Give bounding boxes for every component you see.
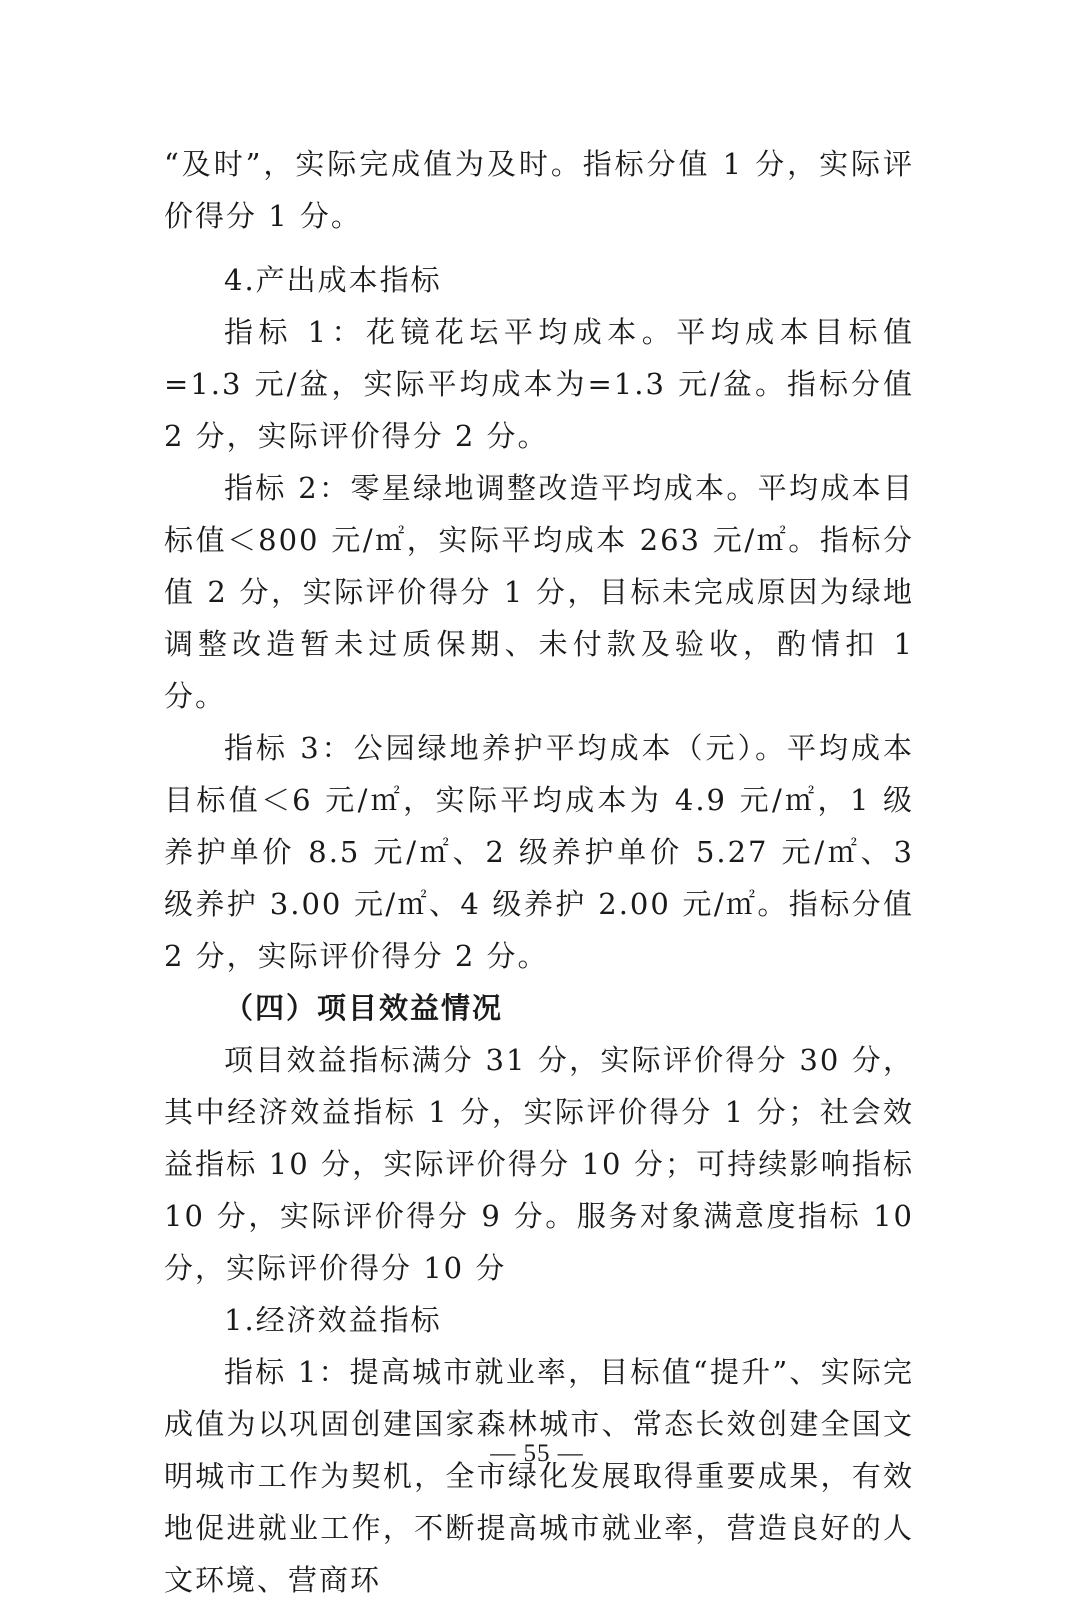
paragraph-indicator-3: 指标 3：公园绿地养护平均成本（元）。平均成本目标值＜6 元/㎡，实际平均成本为 4.9 元/㎡，1 级养护单价 8.5 元/㎡、2 级养护单价 5.27 元/㎡、3 级养护 3.00 元/㎡、4 级养护 2.00 元/㎡。指标分值 2 分，实际评价得分 2 分。 <box>164 731 914 973</box>
paragraph-indicator-1: 指标 1：花镜花坛平均成本。平均成本目标值=1.3 元/盆，实际平均成本为=1.3 元/盆。指标分值 2 分，实际评价得分 2 分。 <box>164 315 914 453</box>
paragraph-indicator-2: 指标 2：零星绿地调整改造平均成本。平均成本目标值＜800 元/㎡，实际平均成本 263 元/㎡。指标分值 2 分，实际评价得分 1 分，目标未完成原因为绿地调整改造暂未过质保期、未付款及验收，酌情扣 1 分。 <box>164 471 914 713</box>
paragraph-continued: “及时”，实际完成值为及时。指标分值 1 分，实际评价得分 1 分。 <box>164 147 914 233</box>
paragraph-economic-indicator-1: 指标 1：提高城市就业率，目标值“提升”、实际完成值为以巩固创建国家森林城市、常态长效创建全国文明城市工作为契机，全市绿化发展取得重要成果，有效地促进就业工作，不断提高城市就业率，营造良好的人文环境、营商环 <box>164 1355 914 1597</box>
page-number: — 55 — <box>490 1440 584 1467</box>
section-heading-economic: 1.经济效益指标 <box>224 1303 442 1337</box>
body-text <box>164 138 914 1606</box>
paragraph-benefits-summary: 项目效益指标满分 31 分，实际评价得分 30 分，其中经济效益指标 1 分，实际评价得分 1 分；社会效益指标 10 分，实际评价得分 10 分；可持续影响指标 10 分，实际评价得分 9 分。服务对象满意度指标 10 分，实际评价得分 10 分 <box>164 1043 914 1285</box>
section-heading-output-cost: 4.产出成本指标 <box>224 263 442 297</box>
section-heading-benefits: （四）项目效益情况 <box>224 991 504 1025</box>
